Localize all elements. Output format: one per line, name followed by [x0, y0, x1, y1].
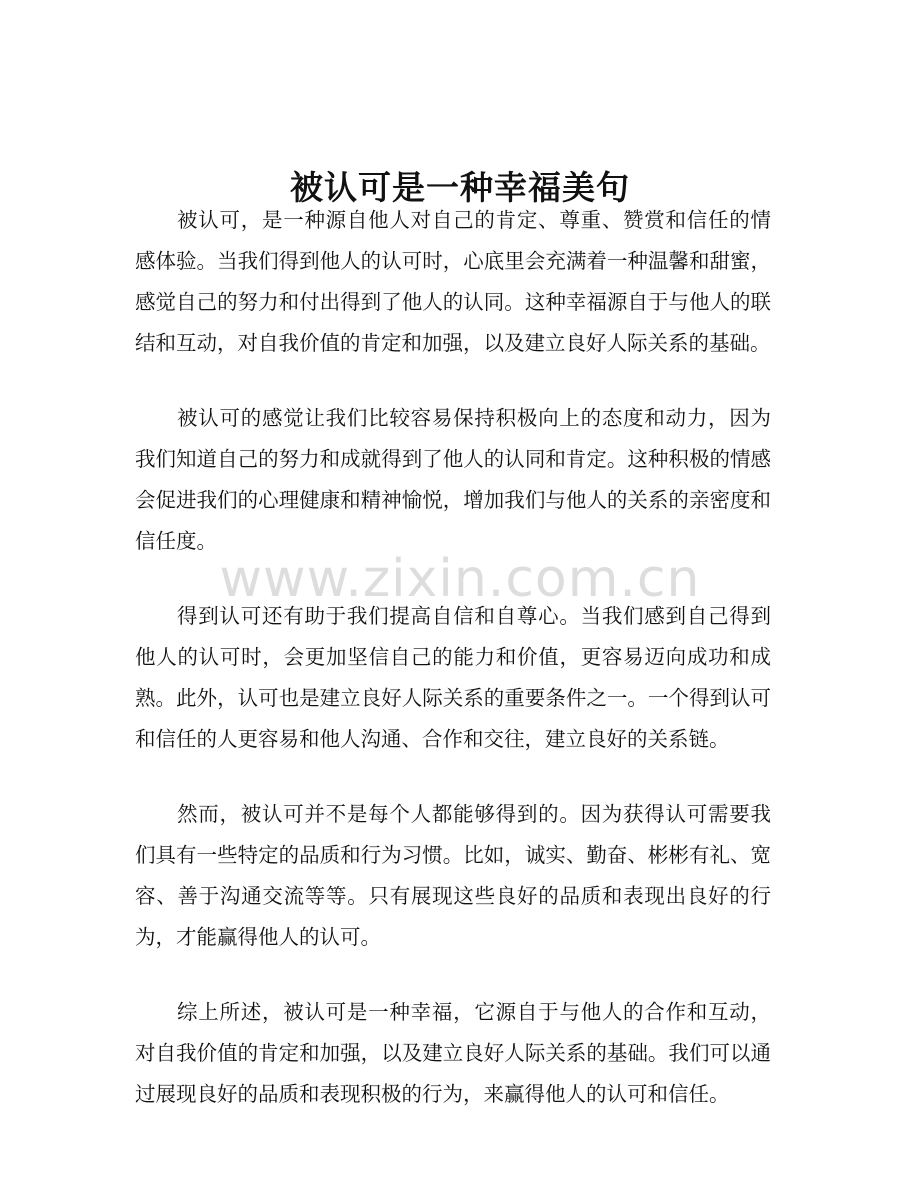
paragraph-2: 被认可的感觉让我们比较容易保持积极向上的态度和动力，因为我们知道自己的努力和成就得到了他人的认同和肯定。这种积极的情感会促进我们的心理健康和精神愉悦，增加我们与他人的关系的亲密度和信任度。	[135, 406, 771, 553]
paragraph-1: 被认可，是一种源自他人对自己的肯定、尊重、赞赏和信任的情感体验。当我们得到他人的认可时，心底里会充满着一种温馨和甜蜜，感觉自己的努力和付出得到了他人的认同。这种幸福源自于与他人的联结和互动，对自我价值的肯定和加强，以及建立良好人际关系的基础。	[135, 208, 771, 355]
paragraph-3: 得到认可还有助于我们提高自信和自尊心。当我们感到自己得到他人的认可时，会更加坚信自己的能力和价值，更容易迈向成功和成熟。此外，认可也是建立良好人际关系的重要条件之一。一个得到认可和信任的人更容易和他人沟通、合作和交往，建立良好的关系链。	[135, 604, 771, 751]
document-title: 被认可是一种幸福美句	[290, 168, 630, 208]
document-body	[135, 200, 771, 1149]
paragraph-5: 综上所述，被认可是一种幸福，它源自于与他人的合作和互动，对自我价值的肯定和加强，以及建立良好人际关系的基础。我们可以通过展现良好的品质和表现积极的行为，来赢得他人的认可和信任。	[135, 1000, 771, 1106]
paragraph-4: 然而，被认可并不是每个人都能够得到的。因为获得认可需要我们具有一些特定的品质和行为习惯。比如，诚实、勤奋、彬彬有礼、宽容、善于沟通交流等等。只有展现这些良好的品质和表现出良好的行为，才能赢得他人的认可。	[135, 802, 771, 949]
watermark-text: www.zixin.com.cn	[219, 549, 701, 609]
